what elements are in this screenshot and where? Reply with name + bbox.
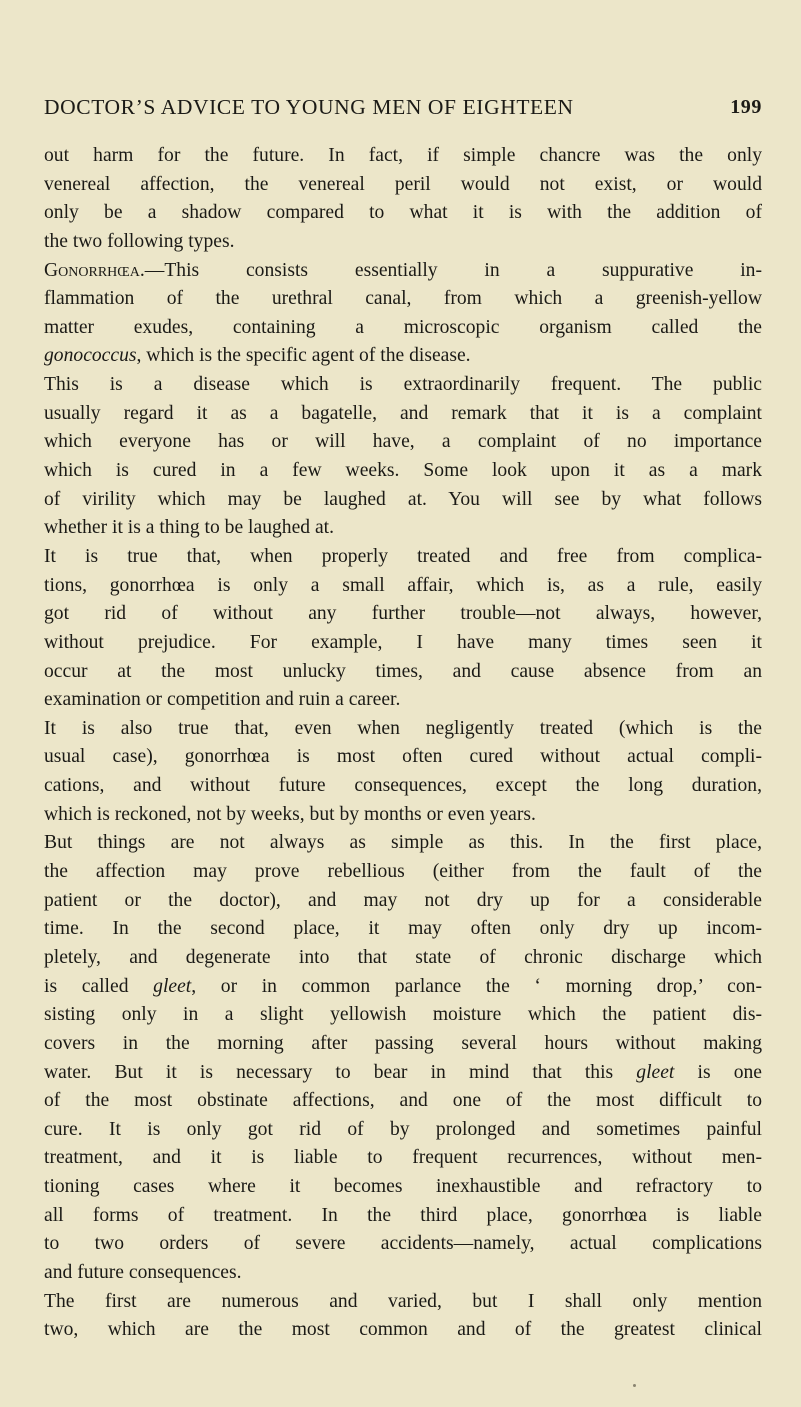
text-segment: , or in common parlance the ‘ morning drop,’ con- [191,975,762,997]
text-line: tions, gonorrhœa is only a small affair, which is, as a rule, easily [44,574,762,596]
text-line: flammation of the urethral canal, from which a greenish-yellow [44,288,762,310]
text-line: whether it is a thing to be laughed at. [44,517,335,539]
text-line: matter exudes, containing a microscopic organism called the [44,316,762,338]
text-line: The first are numerous and varied, but I shall only mention [44,1290,762,1312]
text-line: It is true that, when properly treated and free from complica- [44,545,762,567]
body-text [44,142,762,1345]
paper-speck [633,1384,636,1387]
text-line: patient or the doctor), and may not dry up for a considerable [44,889,762,911]
text-line: tioning cases where it becomes inexhaustible and refractory to [44,1176,762,1198]
text-line: venereal affection, the venereal peril would not exist, or would [44,173,762,195]
text-line: all forms of treatment. In the third place, gonorrhœa is liable [44,1204,762,1226]
text-line: to two orders of severe accidents—namely, actual complications [44,1233,762,1255]
text-segment: —This consists essentially in a suppurative in- [144,259,762,281]
page-number: 199 [730,96,762,118]
text-line: sisting only in a slight yellowish moisture which the patient dis- [44,1004,762,1026]
running-title: DOCTOR’S ADVICE TO YOUNG MEN OF EIGHTEEN [44,95,574,119]
text-line: the two following types. [44,230,235,252]
text-line: of the most obstinate affections, and one of the most difficult to [44,1090,762,1112]
text-line: cations, and without future consequences, except the long duration, [44,775,762,797]
text-line [44,1059,762,1088]
text-line: covers in the morning after passing several hours without making [44,1032,762,1054]
text-line: which is reckoned, not by weeks, but by months or even years. [44,803,536,825]
text-line [44,257,762,286]
text-line: But things are not always as simple as this. In the first place, [44,832,762,854]
text-line: usual case), gonorrhœa is most often cured without actual compli- [44,746,762,768]
italic-term-gleet: gleet [636,1061,675,1083]
text-line: It is also true that, even when negligently treated (which is the [44,717,762,739]
text-segment: is called [44,975,154,997]
text-line: without prejudice. For example, I have many times seen it [44,631,762,653]
text-line: of virility which may be laughed at. You will see by what follows [44,488,762,510]
text-line: time. In the second place, it may often only dry up incom- [44,918,762,940]
text-line: and future consequences. [44,1261,242,1283]
text-line: which everyone has or will have, a complaint of no importance [44,431,762,453]
text-line: which is cured in a few weeks. Some look upon it as a mark [44,460,762,482]
text-line: got rid of without any further trouble—not always, however, [44,603,762,625]
italic-term-gonococcus: gonococcus [44,345,137,367]
text-line [44,973,762,1002]
text-line: examination or competition and ruin a career. [44,689,401,711]
section-heading-gonorrhoea: Gonorrhœa. [44,259,145,281]
running-header [44,92,762,122]
text-line: treatment, and it is liable to frequent recurrences, without men- [44,1147,762,1169]
text-segment: is one [674,1061,762,1083]
italic-term-gleet: gleet [153,975,192,997]
text-line: two, which are the most common and of the greatest clinical [44,1319,762,1341]
text-segment: water. But it is necessary to bear in mind that this [44,1061,637,1083]
text-line: usually regard it as a bagatelle, and remark that it is a complaint [44,402,762,424]
text-line: This is a disease which is extraordinarily frequent. The public [44,374,762,396]
text-line: only be a shadow compared to what it is with the addition of [44,202,762,224]
text-segment: , which is the specific agent of the disease. [136,345,471,367]
text-line: cure. It is only got rid of by prolonged and sometimes painful [44,1118,762,1140]
text-line: occur at the most unlucky times, and cause absence from an [44,660,762,682]
text-line: the affection may prove rebellious (either from the fault of the [44,861,762,883]
text-line: out harm for the future. In fact, if simple chancre was the only [44,145,762,166]
text-line: pletely, and degenerate into that state of chronic discharge which [44,946,762,968]
text-line [44,342,762,371]
